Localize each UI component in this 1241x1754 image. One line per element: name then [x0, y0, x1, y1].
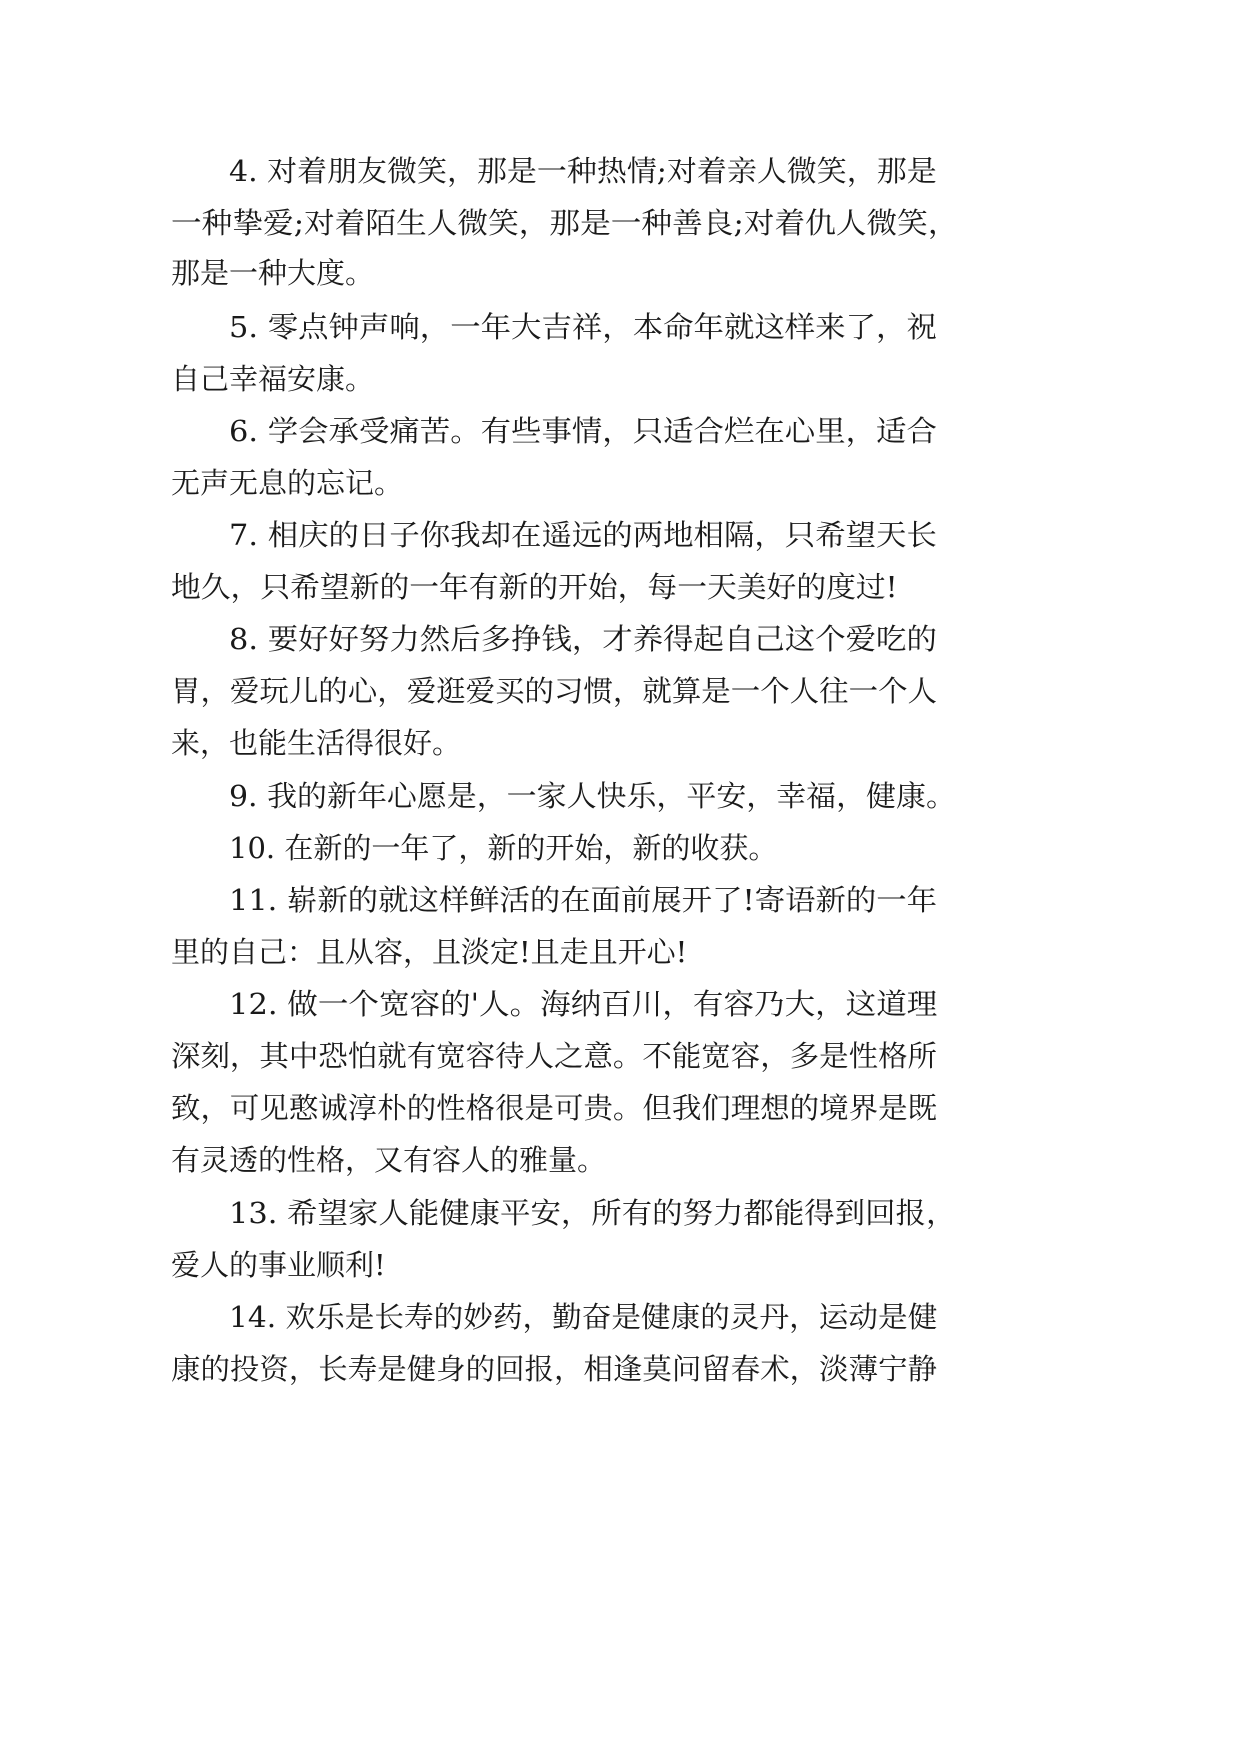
paragraph-6-line-1: 6. 学会承受痛苦。有些事情，只适合烂在心里，适合	[229, 414, 937, 448]
paragraph-7-line-2: 地久，只希望新的一年有新的开始，每一天美好的度过!	[171, 570, 898, 604]
paragraph-6-line-2: 无声无息的忘记。	[171, 466, 404, 500]
paragraph-4-line-3: 那是一种大度。	[171, 256, 375, 290]
paragraph-9-line-1: 9. 我的新年心愿是，一家人快乐，平安，幸福，健康。	[229, 779, 956, 813]
paragraph-13-line-1: 13. 希望家人能健康平安，所有的努力都能得到回报，	[229, 1196, 957, 1230]
paragraph-14-line-2: 康的投资，长寿是健身的回报，相逢莫问留春术，淡薄宁静	[171, 1352, 938, 1386]
paragraph-14-line-1: 14. 欢乐是长寿的妙药，勤奋是健康的灵丹，运动是健	[229, 1300, 938, 1334]
paragraph-5-line-2: 自己幸福安康。	[171, 362, 375, 396]
paragraph-13-line-2: 爱人的事业顺利!	[171, 1248, 386, 1282]
paragraph-11-line-1: 11. 崭新的就这样鲜活的在面前展开了!寄语新的一年	[229, 883, 937, 917]
paragraph-12-line-1: 12. 做一个宽容的'人。海纳百川，有容乃大，这道理	[229, 987, 938, 1021]
paragraph-4-line-1: 4. 对着朋友微笑，那是一种热情;对着亲人微笑，那是	[229, 154, 937, 188]
paragraph-7-line-1: 7. 相庆的日子你我却在遥远的两地相隔，只希望天长	[229, 518, 937, 552]
paragraph-8-line-2: 胃，爱玩儿的心，爱逛爱买的习惯，就算是一个人往一个人	[171, 674, 938, 708]
paragraph-8-line-3: 来，也能生活得很好。	[171, 726, 462, 760]
paragraph-11-line-2: 里的自己：且从容，且淡定!且走且开心!	[171, 935, 688, 969]
paragraph-12-line-2: 深刻，其中恐怕就有宽容待人之意。不能宽容，多是性格所	[171, 1039, 938, 1073]
paragraph-4-line-2: 一种挚爱;对着陌生人微笑，那是一种善良;对着仇人微笑，	[171, 206, 959, 240]
paragraph-12-line-4: 有灵透的性格，又有容人的雅量。	[171, 1143, 607, 1177]
paragraph-12-line-3: 致，可见憨诚淳朴的性格很是可贵。但我们理想的境界是既	[171, 1091, 938, 1125]
paragraph-10-line-1: 10. 在新的一年了，新的开始，新的收获。	[229, 831, 778, 865]
paragraph-8-line-1: 8. 要好好努力然后多挣钱，才养得起自己这个爱吃的	[229, 622, 937, 656]
paragraph-5-line-1: 5. 零点钟声响，一年大吉祥，本命年就这样来了，祝	[229, 310, 937, 344]
